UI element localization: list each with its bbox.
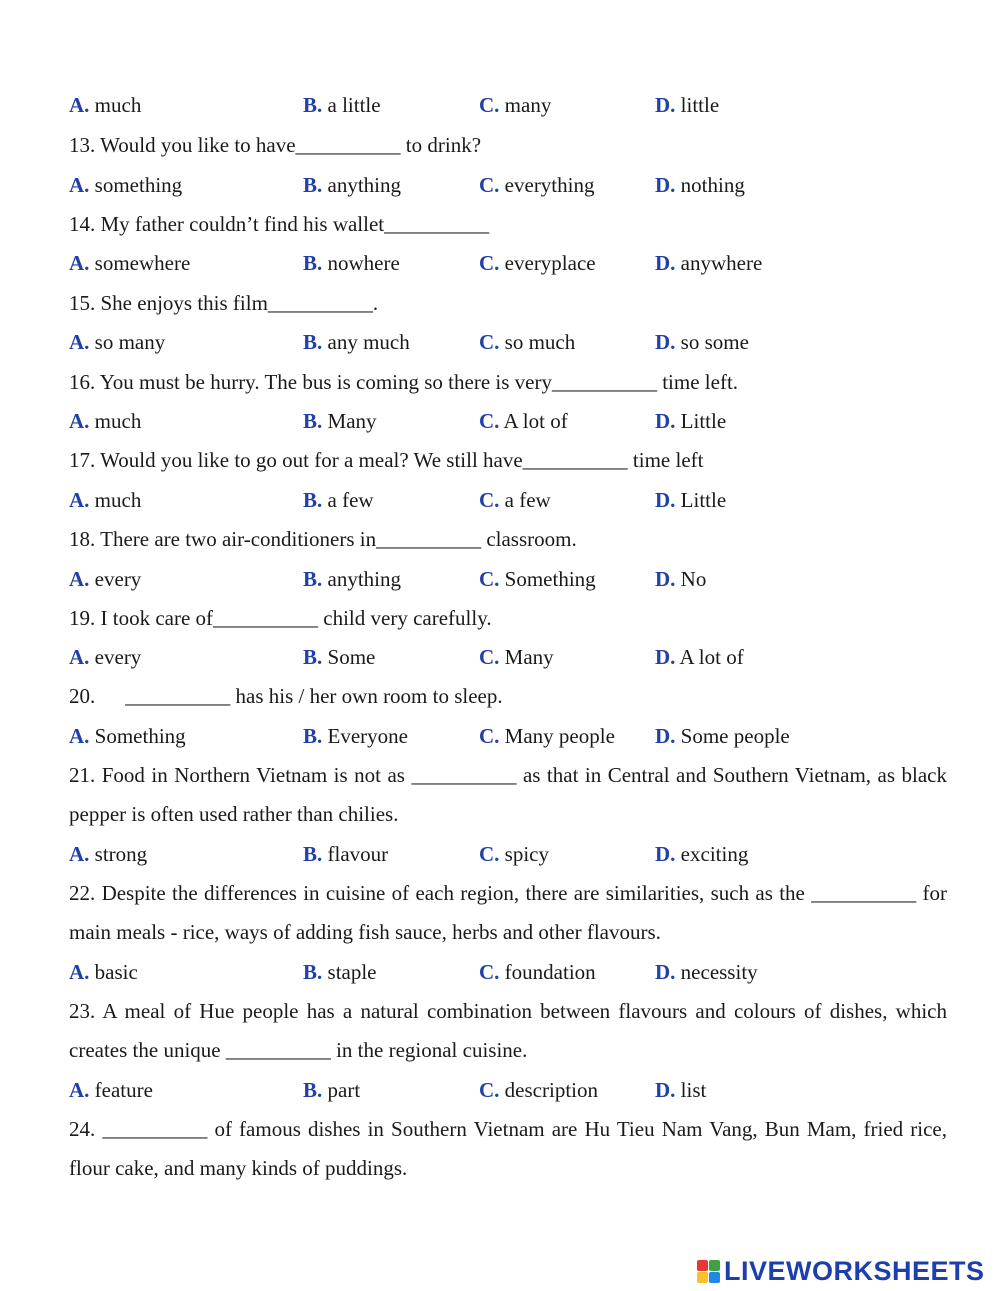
option-b: B. anything xyxy=(303,567,402,591)
option-c: C. A lot of xyxy=(479,409,568,433)
option-a: A. much xyxy=(69,409,142,433)
option-c: C. Many xyxy=(479,645,554,669)
option-d: D. exciting xyxy=(655,842,749,866)
question-text: __________ has his / her own room to sleep. xyxy=(125,684,503,708)
option-d: D. Little xyxy=(655,409,727,433)
option-d: D. Little xyxy=(655,488,727,512)
option-a: A. every xyxy=(69,567,142,591)
option-a: A. so many xyxy=(69,330,166,354)
question-24: 24. __________ of famous dishes in Southern Vietnam are Hu Tieu Nam Vang, Bun Mam, fried rice, flour cake, and many kinds of puddings. xyxy=(69,1117,947,1181)
option-c: C. everyplace xyxy=(479,251,596,275)
option-b: B. Many xyxy=(303,409,377,433)
option-b: B. a little xyxy=(303,93,381,117)
option-b: B. anything xyxy=(303,173,402,197)
option-b: B. any much xyxy=(303,330,410,354)
option-b: B. Everyone xyxy=(303,724,408,748)
option-b: B. flavour xyxy=(303,842,389,866)
question-number: 20. xyxy=(69,684,96,708)
option-a: A. somewhere xyxy=(69,251,191,275)
option-a: A. Something xyxy=(69,724,186,748)
option-c: C. a few xyxy=(479,488,551,512)
option-a: A. strong xyxy=(69,842,148,866)
option-b: B. part xyxy=(303,1078,361,1102)
option-d: D. Some people xyxy=(655,724,790,748)
option-c: C. everything xyxy=(479,173,595,197)
option-c: C. many xyxy=(479,93,552,117)
option-c: C. so much xyxy=(479,330,576,354)
logo-square-blue xyxy=(709,1272,720,1283)
question-18: 18. There are two air-conditioners in__________ classroom. xyxy=(69,527,577,551)
question-16: 16. You must be hurry. The bus is coming so there is very__________ time left. xyxy=(69,370,739,394)
option-c: C. Something xyxy=(479,567,596,591)
option-d: D. so some xyxy=(655,330,749,354)
logo-square-red xyxy=(697,1260,708,1271)
option-b: B. a few xyxy=(303,488,374,512)
logo-square-green xyxy=(709,1260,720,1271)
option-c: C. description xyxy=(479,1078,598,1102)
question-15: 15. She enjoys this film__________. xyxy=(69,291,379,315)
question-14: 14. My father couldn’t find his wallet__________ xyxy=(69,212,490,236)
question-17: 17. Would you like to go out for a meal? We still have__________ time left xyxy=(69,448,704,472)
option-a: A. every xyxy=(69,645,142,669)
option-d: D. nothing xyxy=(655,173,745,197)
option-d: D. list xyxy=(655,1078,707,1102)
option-d: D. anywhere xyxy=(655,251,763,275)
option-c: C. foundation xyxy=(479,960,596,984)
option-a: A. something xyxy=(69,173,183,197)
question-19: 19. I took care of__________ child very carefully. xyxy=(69,606,492,630)
question-13: 13. Would you like to have__________ to drink? xyxy=(69,133,482,157)
option-a: A. much xyxy=(69,488,142,512)
option-b: B. staple xyxy=(303,960,377,984)
option-d: D. No xyxy=(655,567,707,591)
question-22: 22. Despite the differences in cuisine of each region, there are similarities, such as the __________ for main meals - rice, ways of adding fish sauce, herbs and other flavours. xyxy=(69,881,947,945)
logo-mark-icon xyxy=(697,1260,720,1283)
question-20 xyxy=(69,677,947,716)
logo-square-yellow xyxy=(697,1272,708,1283)
option-d: D. little xyxy=(655,93,720,117)
option-d: D. necessity xyxy=(655,960,758,984)
option-a: A. basic xyxy=(69,960,138,984)
option-b: B. nowhere xyxy=(303,251,400,275)
option-c: C. spicy xyxy=(479,842,549,866)
option-c: C. Many people xyxy=(479,724,615,748)
logo-text: LIVEWORKSHEETS xyxy=(724,1255,985,1286)
liveworksheets-logo xyxy=(697,1253,985,1289)
option-d: D. A lot of xyxy=(655,645,744,669)
option-a: A. much xyxy=(69,93,142,117)
option-b: B. Some xyxy=(303,645,376,669)
question-23: 23. A meal of Hue people has a natural combination between flavours and colours of dishes, which creates the unique __________ in the regional cuisine. xyxy=(69,999,947,1063)
question-21: 21. Food in Northern Vietnam is not as __________ as that in Central and Southern Vietnam, as black pepper is often used rather than chilies. xyxy=(69,763,947,827)
option-a: A. feature xyxy=(69,1078,153,1102)
